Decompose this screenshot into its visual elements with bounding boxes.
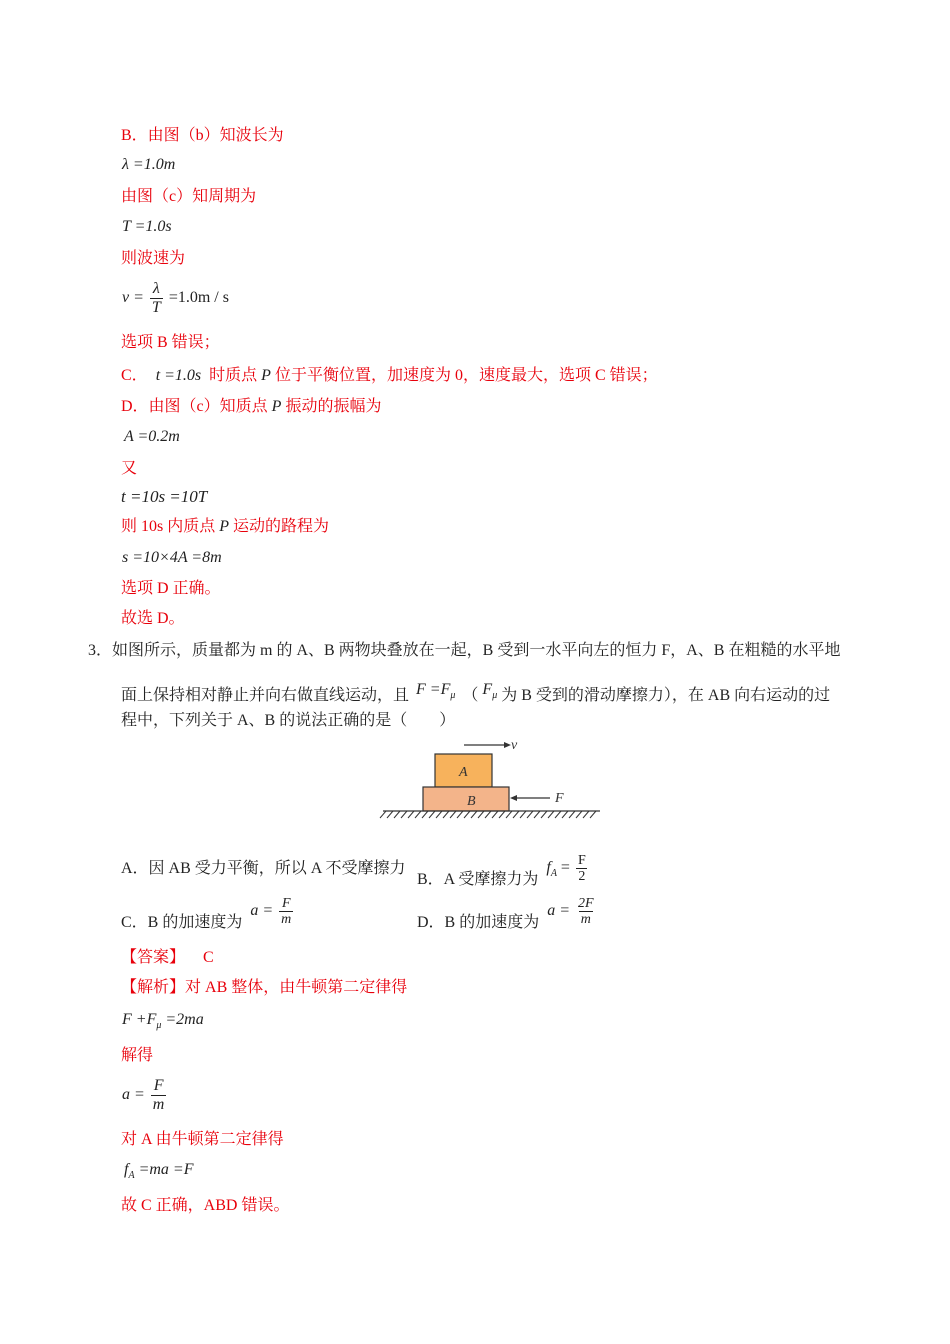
point-p-symbol: P — [271, 398, 282, 415]
equals-sign: = — [560, 859, 570, 876]
hatch-mark — [513, 811, 519, 818]
fraction-numerator: 2F — [578, 895, 594, 911]
velocity-label: v — [511, 738, 518, 753]
hatch-mark — [471, 811, 477, 818]
answer-label: 【答案】 — [121, 949, 186, 966]
solve-label: 解得 — [121, 1047, 154, 1064]
block-a-label: A — [459, 765, 468, 780]
a-subscript: A — [550, 868, 557, 879]
option-d-text: D．B 的加速度为 — [417, 914, 540, 931]
option-b-conclusion: 选项 B 错误； — [121, 334, 220, 351]
block-a-analysis-label: 对 A 由牛顿第二定律得 — [121, 1131, 284, 1148]
block-b-label: B — [467, 794, 476, 809]
eq1-right: =2ma — [165, 1011, 204, 1028]
question-3-line-3: 程中，下列关于 A、B 的说法正确的是（ ） — [121, 712, 456, 729]
hatch-mark — [534, 811, 540, 818]
option-c-formula — [250, 895, 295, 927]
fraction-denominator: T — [151, 298, 161, 316]
block-b — [423, 787, 509, 811]
ground-hatching — [380, 811, 596, 818]
hatch-mark — [457, 811, 463, 818]
hatch-mark — [394, 811, 400, 818]
hatch-mark — [408, 811, 414, 818]
hatch-mark — [506, 811, 512, 818]
fraction-denominator: m — [152, 1095, 165, 1113]
friction-f: f — [124, 1161, 129, 1178]
acceleration-fraction — [151, 1077, 167, 1114]
eq3-right: =ma =F — [138, 1161, 194, 1178]
fraction-numerator: F — [153, 1076, 164, 1094]
hatch-mark — [576, 811, 582, 818]
a-subscript: A — [128, 1170, 135, 1181]
option-d-conclusion: 选项 D 正确。 — [121, 580, 221, 597]
point-p-symbol: P — [261, 367, 271, 384]
velocity-arrow-head — [504, 742, 511, 748]
option-c-label: C． — [121, 367, 148, 384]
option-a: A．因 AB 受力平衡，所以 A 不受摩擦力 — [121, 860, 406, 877]
wave-speed-label: 则波速为 — [121, 250, 186, 267]
hatch-mark — [590, 811, 596, 818]
fraction-denominator: m — [580, 911, 591, 927]
fraction-denominator: m — [281, 911, 292, 927]
option-b-text: B．A 受摩擦力为 — [417, 871, 539, 888]
hatch-mark — [450, 811, 456, 818]
hatch-mark — [527, 811, 533, 818]
final-choice-line: 故选 D。 — [121, 610, 185, 627]
hatch-mark — [492, 811, 498, 818]
option-c-text-1: 时质点 — [209, 367, 258, 384]
question-3-line-2 — [121, 679, 830, 707]
distance-text-2: 运动的路程为 — [233, 518, 330, 535]
distance-text-1: 则 10s 内质点 — [121, 518, 216, 535]
mu-subscript: μ — [156, 1020, 162, 1031]
option-c — [121, 888, 295, 946]
hatch-mark — [422, 811, 428, 818]
option-c-fraction — [279, 896, 293, 927]
conclusion-line: 故 C 正确，ABD 错误。 — [121, 1197, 290, 1214]
period-equation: T =1.0s — [122, 218, 172, 235]
hatch-mark — [583, 811, 589, 818]
fraction-numerator: F — [281, 895, 291, 911]
option-d-fraction — [576, 896, 596, 927]
wavelength-equation: λ =1.0m — [122, 156, 176, 173]
hatch-mark — [569, 811, 575, 818]
answer-line — [121, 948, 214, 968]
option-d-formula — [547, 895, 597, 927]
distance-label-line — [121, 517, 329, 537]
option-c-text: C．B 的加速度为 — [121, 914, 243, 931]
force-eq-main: F =F — [416, 681, 451, 698]
fraction-numerator: F — [577, 852, 586, 868]
question-paren-open: （ — [462, 687, 479, 704]
question-3-line-1: 3．如图所示，质量都为 m 的 A、B 两物块叠放在一起，B 受到一水平向左的恒力 F，A、B 在粗糙的水平地 — [88, 642, 841, 659]
hatch-mark — [548, 811, 554, 818]
point-p-symbol: P — [219, 518, 230, 535]
amplitude-equation: A =0.2m — [124, 428, 180, 445]
option-d-text-2: 振动的振幅为 — [285, 398, 382, 415]
hatch-mark — [387, 811, 393, 818]
period-analysis-line: 由图（c）知周期为 — [121, 188, 257, 205]
hatch-mark — [478, 811, 484, 818]
analysis-line — [121, 978, 407, 998]
hatch-mark — [401, 811, 407, 818]
time-equation: t =1.0s — [155, 367, 202, 384]
eq1-left: F +F — [122, 1011, 157, 1028]
option-c-analysis-line — [121, 366, 658, 386]
option-b-fraction — [576, 853, 588, 884]
force-label: F — [555, 791, 564, 806]
hatch-mark — [520, 811, 526, 818]
hatch-mark — [415, 811, 421, 818]
hatch-mark — [562, 811, 568, 818]
option-d-analysis-line — [121, 397, 381, 417]
friction-symbol — [482, 681, 498, 701]
hatch-mark — [464, 811, 470, 818]
hatch-mark — [443, 811, 449, 818]
force-equals-friction — [416, 681, 456, 701]
question-text-1: 面上保持相对静止并向右做直线运动，且 — [121, 687, 410, 704]
hatch-mark — [436, 811, 442, 818]
friction-f: F — [482, 681, 493, 698]
acceleration-result — [122, 1075, 168, 1115]
hatch-mark — [541, 811, 547, 818]
option-d — [417, 888, 598, 946]
accel-lhs: a = — [250, 902, 274, 919]
option-c-text-2: 位于平衡位置，加速度为 0，速度最大，选项 C 错误； — [274, 367, 658, 384]
hatch-mark — [499, 811, 505, 818]
also-label: 又 — [121, 460, 138, 477]
mu-subscript: μ — [492, 690, 498, 701]
friction-f: f — [546, 859, 551, 876]
question-text-2: 为 B 受到的滑动摩擦力），在 AB 向右运动的过 — [501, 687, 831, 704]
hatch-mark — [485, 811, 491, 818]
accel-lhs: a = — [547, 902, 571, 919]
distance-equation: s =10×4A =8m — [122, 549, 222, 566]
wave-speed-equation — [122, 278, 229, 318]
mu-subscript: μ — [450, 690, 456, 701]
fraction-denominator: 2 — [578, 868, 586, 884]
wave-speed-lhs: v = — [122, 289, 144, 306]
wave-speed-rhs: =1.0m / s — [168, 289, 229, 306]
friction-a-equation — [124, 1160, 193, 1186]
option-b-analysis-line: B．由图（b）知波长为 — [121, 127, 284, 144]
newton-equation-whole — [122, 1010, 204, 1036]
analysis-text: 对 AB 整体，由牛顿第二定律得 — [185, 979, 408, 996]
blocks-diagram — [378, 734, 608, 822]
option-b-formula — [546, 852, 589, 884]
force-arrow-head — [510, 795, 517, 801]
answer-value: C — [203, 949, 214, 966]
hatch-mark — [380, 811, 386, 818]
fraction-numerator: λ — [152, 279, 160, 297]
hatch-mark — [555, 811, 561, 818]
hatch-mark — [429, 811, 435, 818]
time-period-equation: t =10s =10T — [121, 487, 208, 506]
option-d-text-1: D．由图（c）知质点 — [121, 398, 268, 415]
analysis-label: 【解析】 — [121, 979, 186, 996]
wave-speed-fraction — [150, 280, 163, 317]
accel-lhs: a = — [122, 1086, 145, 1103]
